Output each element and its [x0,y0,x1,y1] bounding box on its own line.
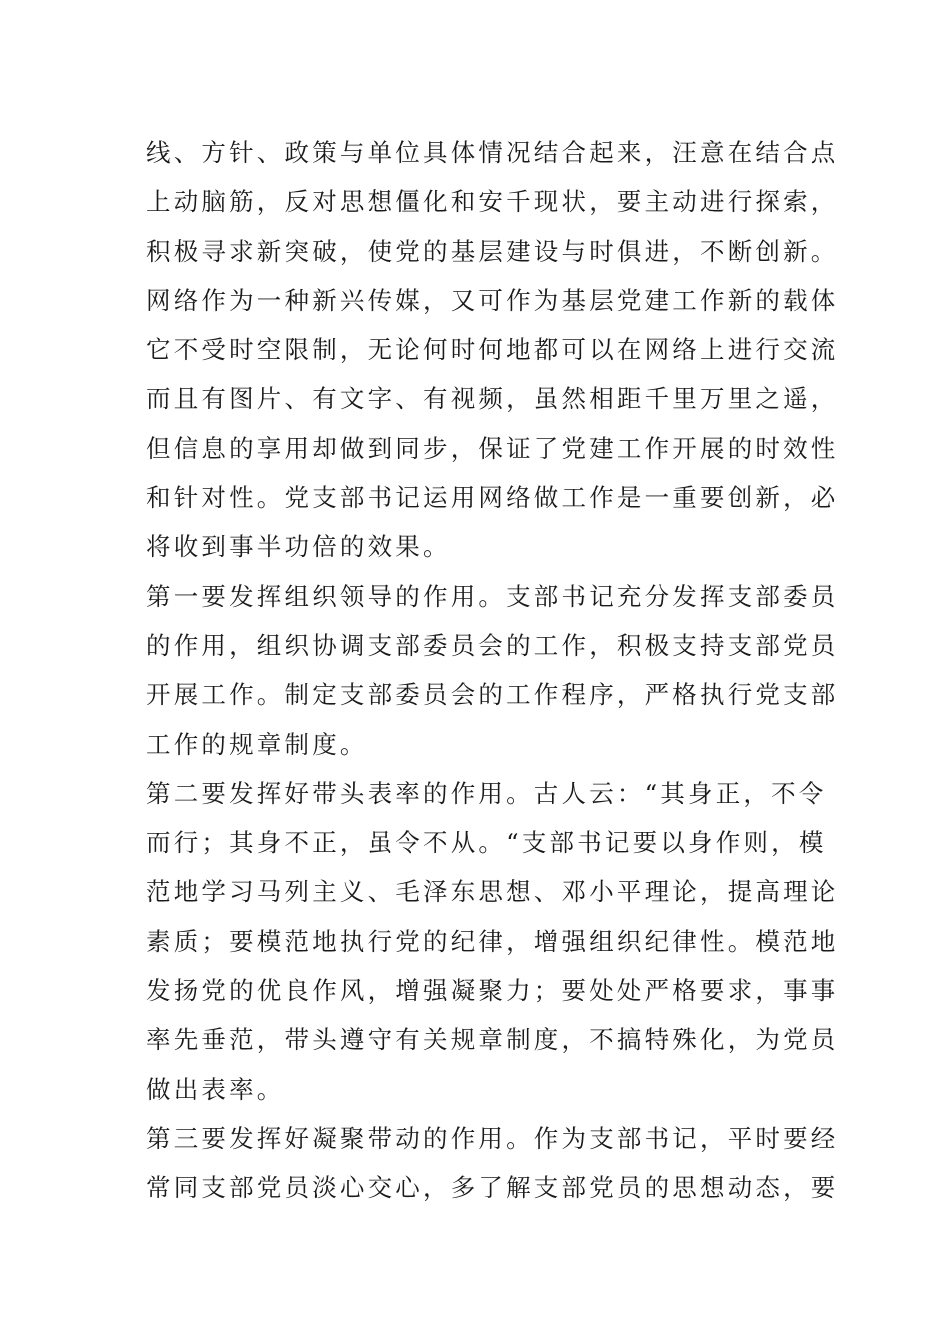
text-line: 上动脑筋，反对思想僵化和安千现状，要主动进行探索， [146,187,839,217]
document-body [146,128,839,1213]
text-line: 工作的规章制度。 [146,729,368,759]
text-line: 常同支部党员淡心交心，多了解支部党员的思想动态，要 [146,1173,839,1203]
text-line: 将收到事半功倍的效果。 [146,532,451,562]
text-line: 第二要发挥好带头表率的作用。古人云：“其身正，不令 [146,778,827,808]
text-line: 积极寻求新突破，使党的基层建设与时俱进，不断创新。 [146,236,839,266]
text-line: 第三要发挥好凝聚带动的作用。作为支部书记，平时要经 [146,1123,839,1153]
text-line: 范地学习马列主义、毛泽东思想、邓小平理论，提高理论 [146,877,839,907]
text-line: 网络作为一种新兴传媒，又可作为基层党建工作新的载体 [146,285,839,315]
text-line: 而行；其身不正，虽令不从。“支部书记要以身作则，模 [146,828,827,858]
text-line: 线、方针、政策与单位具体情况结合起来，汪意在结合点 [146,138,839,167]
text-line: 率先垂范，带头遵守有关规章制度，不搞特殊化，为党员 [146,1025,839,1055]
text-line: 发扬党的优良作风，增强凝聚力；要处处严格要求，事事 [146,976,839,1006]
text-line: 素质；要模范地执行党的纪律，增强组织纪律性。模范地 [146,926,839,956]
text-line: 开展工作。制定支部委员会的工作程序，严格执行党支部 [146,680,839,710]
text-line: 做出表率。 [146,1074,285,1104]
text-line: 它不受时空限制，无论何时何地都可以在网络上进行交流 [146,335,839,365]
text-line: 的作用，组织协调支部委员会的工作，积极支持支部党员 [146,630,839,660]
text-line: 和针对性。党支部书记运用网络做工作是一重要创新，必 [146,483,839,513]
text-line: 而且有图片、有文字、有视频，虽然相距千里万里之遥， [146,384,839,414]
text-line: 第一要发挥组织领导的作用。支部书记充分发挥支部委员 [146,581,839,611]
text-line: 但信息的享用却做到同步，保证了党建工作开展的时效性 [146,433,839,463]
